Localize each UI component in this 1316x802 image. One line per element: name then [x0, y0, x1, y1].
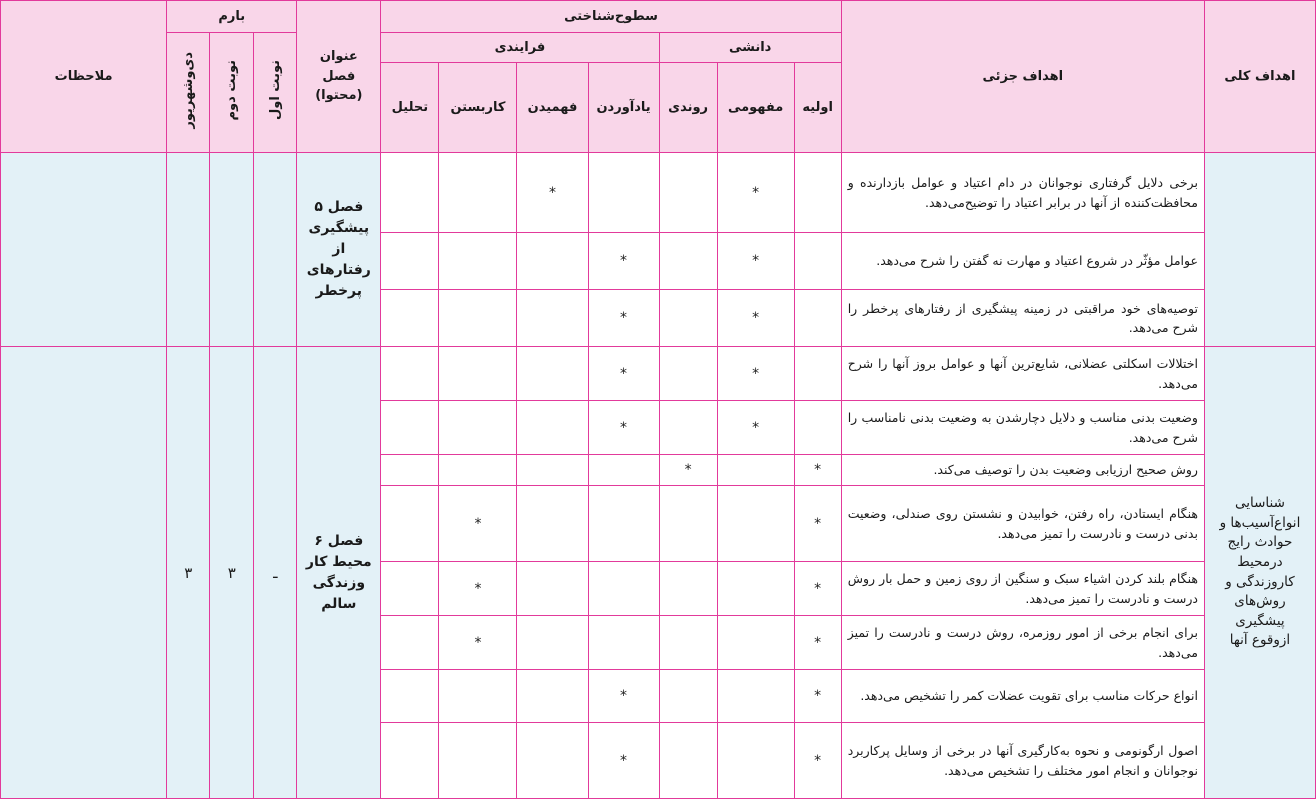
mark-fahmidan: [517, 562, 588, 616]
header-knowledge: دانشی: [659, 33, 841, 63]
mark-tahlil: [381, 290, 439, 347]
mark-ravandi: [659, 723, 717, 799]
general-goal-cell: شناسایی انواع‌آسیب‌ها و حوادث رایج درمحیط کاروزندگی و روش‌های پیشگیری ازوقوع آنها: [1204, 347, 1315, 799]
mark-mafhoumi: *: [717, 153, 794, 233]
mark-awalie: [794, 290, 841, 347]
header-mafhoumi: مفهومی: [717, 63, 794, 153]
mark-karbastan: [439, 290, 517, 347]
mark-ravandi: [659, 486, 717, 562]
header-yadavardan: یادآوردن: [588, 63, 659, 153]
mark-yadavardan: [588, 616, 659, 670]
mark-awalie: *: [794, 670, 841, 723]
mark-awalie: [794, 401, 841, 455]
mark-ravandi: [659, 290, 717, 347]
chapter-cell: فصل ۵ پیشگیری از رفتارهای پرخطر: [297, 153, 381, 347]
mark-yadavardan: *: [588, 233, 659, 290]
mark-awalie: *: [794, 486, 841, 562]
mark-awalie: *: [794, 455, 841, 486]
objective-cell: برخی دلایل گرفتاری نوجوانان در دام اعتیاد و عوامل بازدارنده و محافظت‌کننده از آنها در برابر اعتیاد را توضیح‌می‌دهد.: [841, 153, 1204, 233]
mark-tahlil: [381, 455, 439, 486]
mark-fahmidan: [517, 290, 588, 347]
mark-tahlil: [381, 562, 439, 616]
mark-karbastan: [439, 723, 517, 799]
chapter-cell: فصل ۶ محیط کار وزندگی سالم: [297, 347, 381, 799]
header-process: فرایندی: [381, 33, 659, 63]
header-chapter-title: عنوان فصل (محتوا): [297, 1, 381, 153]
mark-tahlil: [381, 233, 439, 290]
mark-ravandi: [659, 233, 717, 290]
mark-fahmidan: [517, 401, 588, 455]
mark-karbastan: *: [439, 616, 517, 670]
objective-cell: هنگام بلند کردن اشیاء سبک و سنگین از روی زمین و حمل بار روش درست و نادرست را تمیز می‌دهد.: [841, 562, 1204, 616]
mark-yadavardan: *: [588, 723, 659, 799]
mark-fahmidan: [517, 233, 588, 290]
mark-fahmidan: *: [517, 153, 588, 233]
mark-ravandi: [659, 562, 717, 616]
mark-yadavardan: [588, 153, 659, 233]
mark-ravandi: *: [659, 455, 717, 486]
mark-awalie: [794, 233, 841, 290]
mark-tahlil: [381, 153, 439, 233]
mark-ravandi: [659, 616, 717, 670]
mark-ravandi: [659, 401, 717, 455]
objective-cell: توصیه‌های خود مراقبتی در زمینه پیشگیری از رفتارهای پرخطر را شرح می‌دهد.: [841, 290, 1204, 347]
mark-yadavardan: [588, 562, 659, 616]
header-cognitive-levels: سطوح‌شناختی: [381, 1, 841, 33]
mark-mafhoumi: [717, 616, 794, 670]
mark-yadavardan: *: [588, 290, 659, 347]
header-partial-goals: اهداف جزئی: [841, 1, 1204, 153]
header-dey: دی‌و‌شهریور: [167, 33, 210, 153]
mark-awalie: *: [794, 616, 841, 670]
mark-mafhoumi: [717, 486, 794, 562]
notes-cell: [1, 347, 167, 799]
mark-tahlil: [381, 723, 439, 799]
turn1-cell: [254, 153, 297, 347]
mark-fahmidan: [517, 486, 588, 562]
objective-cell: وضعیت بدنی مناسب و دلایل دچارشدن به وضعیت بدنی نامناسب را شرح می‌دهد.: [841, 401, 1204, 455]
mark-mafhoumi: [717, 670, 794, 723]
dey-cell: ۳: [167, 347, 210, 799]
mark-mafhoumi: *: [717, 290, 794, 347]
mark-karbastan: *: [439, 486, 517, 562]
header-tahlil: تحلیل: [381, 63, 439, 153]
objective-cell: برای انجام برخی از امور روزمره، روش درست و نادرست را تمیز می‌دهد.: [841, 616, 1204, 670]
mark-ravandi: [659, 670, 717, 723]
mark-mafhoumi: [717, 562, 794, 616]
objective-cell: عوامل مؤثّر در شروع اعتیاد و مهارت نه گفتن را شرح می‌دهد.: [841, 233, 1204, 290]
mark-karbastan: [439, 670, 517, 723]
header-barem: بارم: [167, 1, 297, 33]
turn2-cell: ۳: [210, 347, 254, 799]
mark-karbastan: [439, 347, 517, 401]
header-ravandi: روندی: [659, 63, 717, 153]
mark-karbastan: [439, 233, 517, 290]
mark-awalie: [794, 347, 841, 401]
mark-yadavardan: *: [588, 670, 659, 723]
mark-yadavardan: [588, 486, 659, 562]
header-fahmidan: فهمیدن: [517, 63, 588, 153]
mark-fahmidan: [517, 616, 588, 670]
turn1-cell: ـ: [254, 347, 297, 799]
mark-karbastan: [439, 153, 517, 233]
header-awalie: اولیه: [794, 63, 841, 153]
objective-cell: اختلالات اسکلتی عضلانی، شایع‌ترین آنها و عوامل بروز آنها را شرح می‌دهد.: [841, 347, 1204, 401]
mark-awalie: *: [794, 723, 841, 799]
header-notes: ملاحظات: [1, 1, 167, 153]
notes-cell: [1, 153, 167, 347]
turn2-cell: [210, 153, 254, 347]
mark-mafhoumi: *: [717, 347, 794, 401]
header-karbastan: کاربستن: [439, 63, 517, 153]
mark-fahmidan: [517, 455, 588, 486]
general-goal-cell-empty: [1204, 153, 1315, 347]
mark-yadavardan: *: [588, 401, 659, 455]
mark-mafhoumi: [717, 723, 794, 799]
mark-karbastan: [439, 401, 517, 455]
mark-ravandi: [659, 347, 717, 401]
mark-awalie: *: [794, 562, 841, 616]
objective-cell: هنگام ایستادن، راه رفتن، خوابیدن و نشستن روی صندلی، وضعیت بدنی درست و نادرست را تمیز می‌دهد.: [841, 486, 1204, 562]
header-turn1: نوبت اول: [254, 33, 297, 153]
mark-mafhoumi: [717, 455, 794, 486]
mark-tahlil: [381, 670, 439, 723]
header-turn2: نوبت دوم: [210, 33, 254, 153]
mark-tahlil: [381, 486, 439, 562]
dey-cell: [167, 153, 210, 347]
mark-mafhoumi: *: [717, 401, 794, 455]
mark-fahmidan: [517, 670, 588, 723]
header-general-goals: اهداف کلی: [1204, 1, 1315, 153]
mark-yadavardan: *: [588, 347, 659, 401]
mark-awalie: [794, 153, 841, 233]
objective-cell: روش صحیح ارزیابی وضعیت بدن را توصیف می‌کند.: [841, 455, 1204, 486]
mark-tahlil: [381, 347, 439, 401]
mark-ravandi: [659, 153, 717, 233]
mark-karbastan: [439, 455, 517, 486]
mark-mafhoumi: *: [717, 233, 794, 290]
objective-cell: انواع حرکات مناسب برای تقویت عضلات کمر را تشخیص می‌دهد.: [841, 670, 1204, 723]
mark-yadavardan: [588, 455, 659, 486]
mark-fahmidan: [517, 347, 588, 401]
mark-tahlil: [381, 616, 439, 670]
mark-fahmidan: [517, 723, 588, 799]
mark-tahlil: [381, 401, 439, 455]
mark-karbastan: *: [439, 562, 517, 616]
objective-cell: اصول ارگونومی و نحوه به‌کارگیری آنها در برخی از وسایل پرکاربرد نوجوانان و انجام امور مختلف را تشخیص می‌دهد.: [841, 723, 1204, 799]
